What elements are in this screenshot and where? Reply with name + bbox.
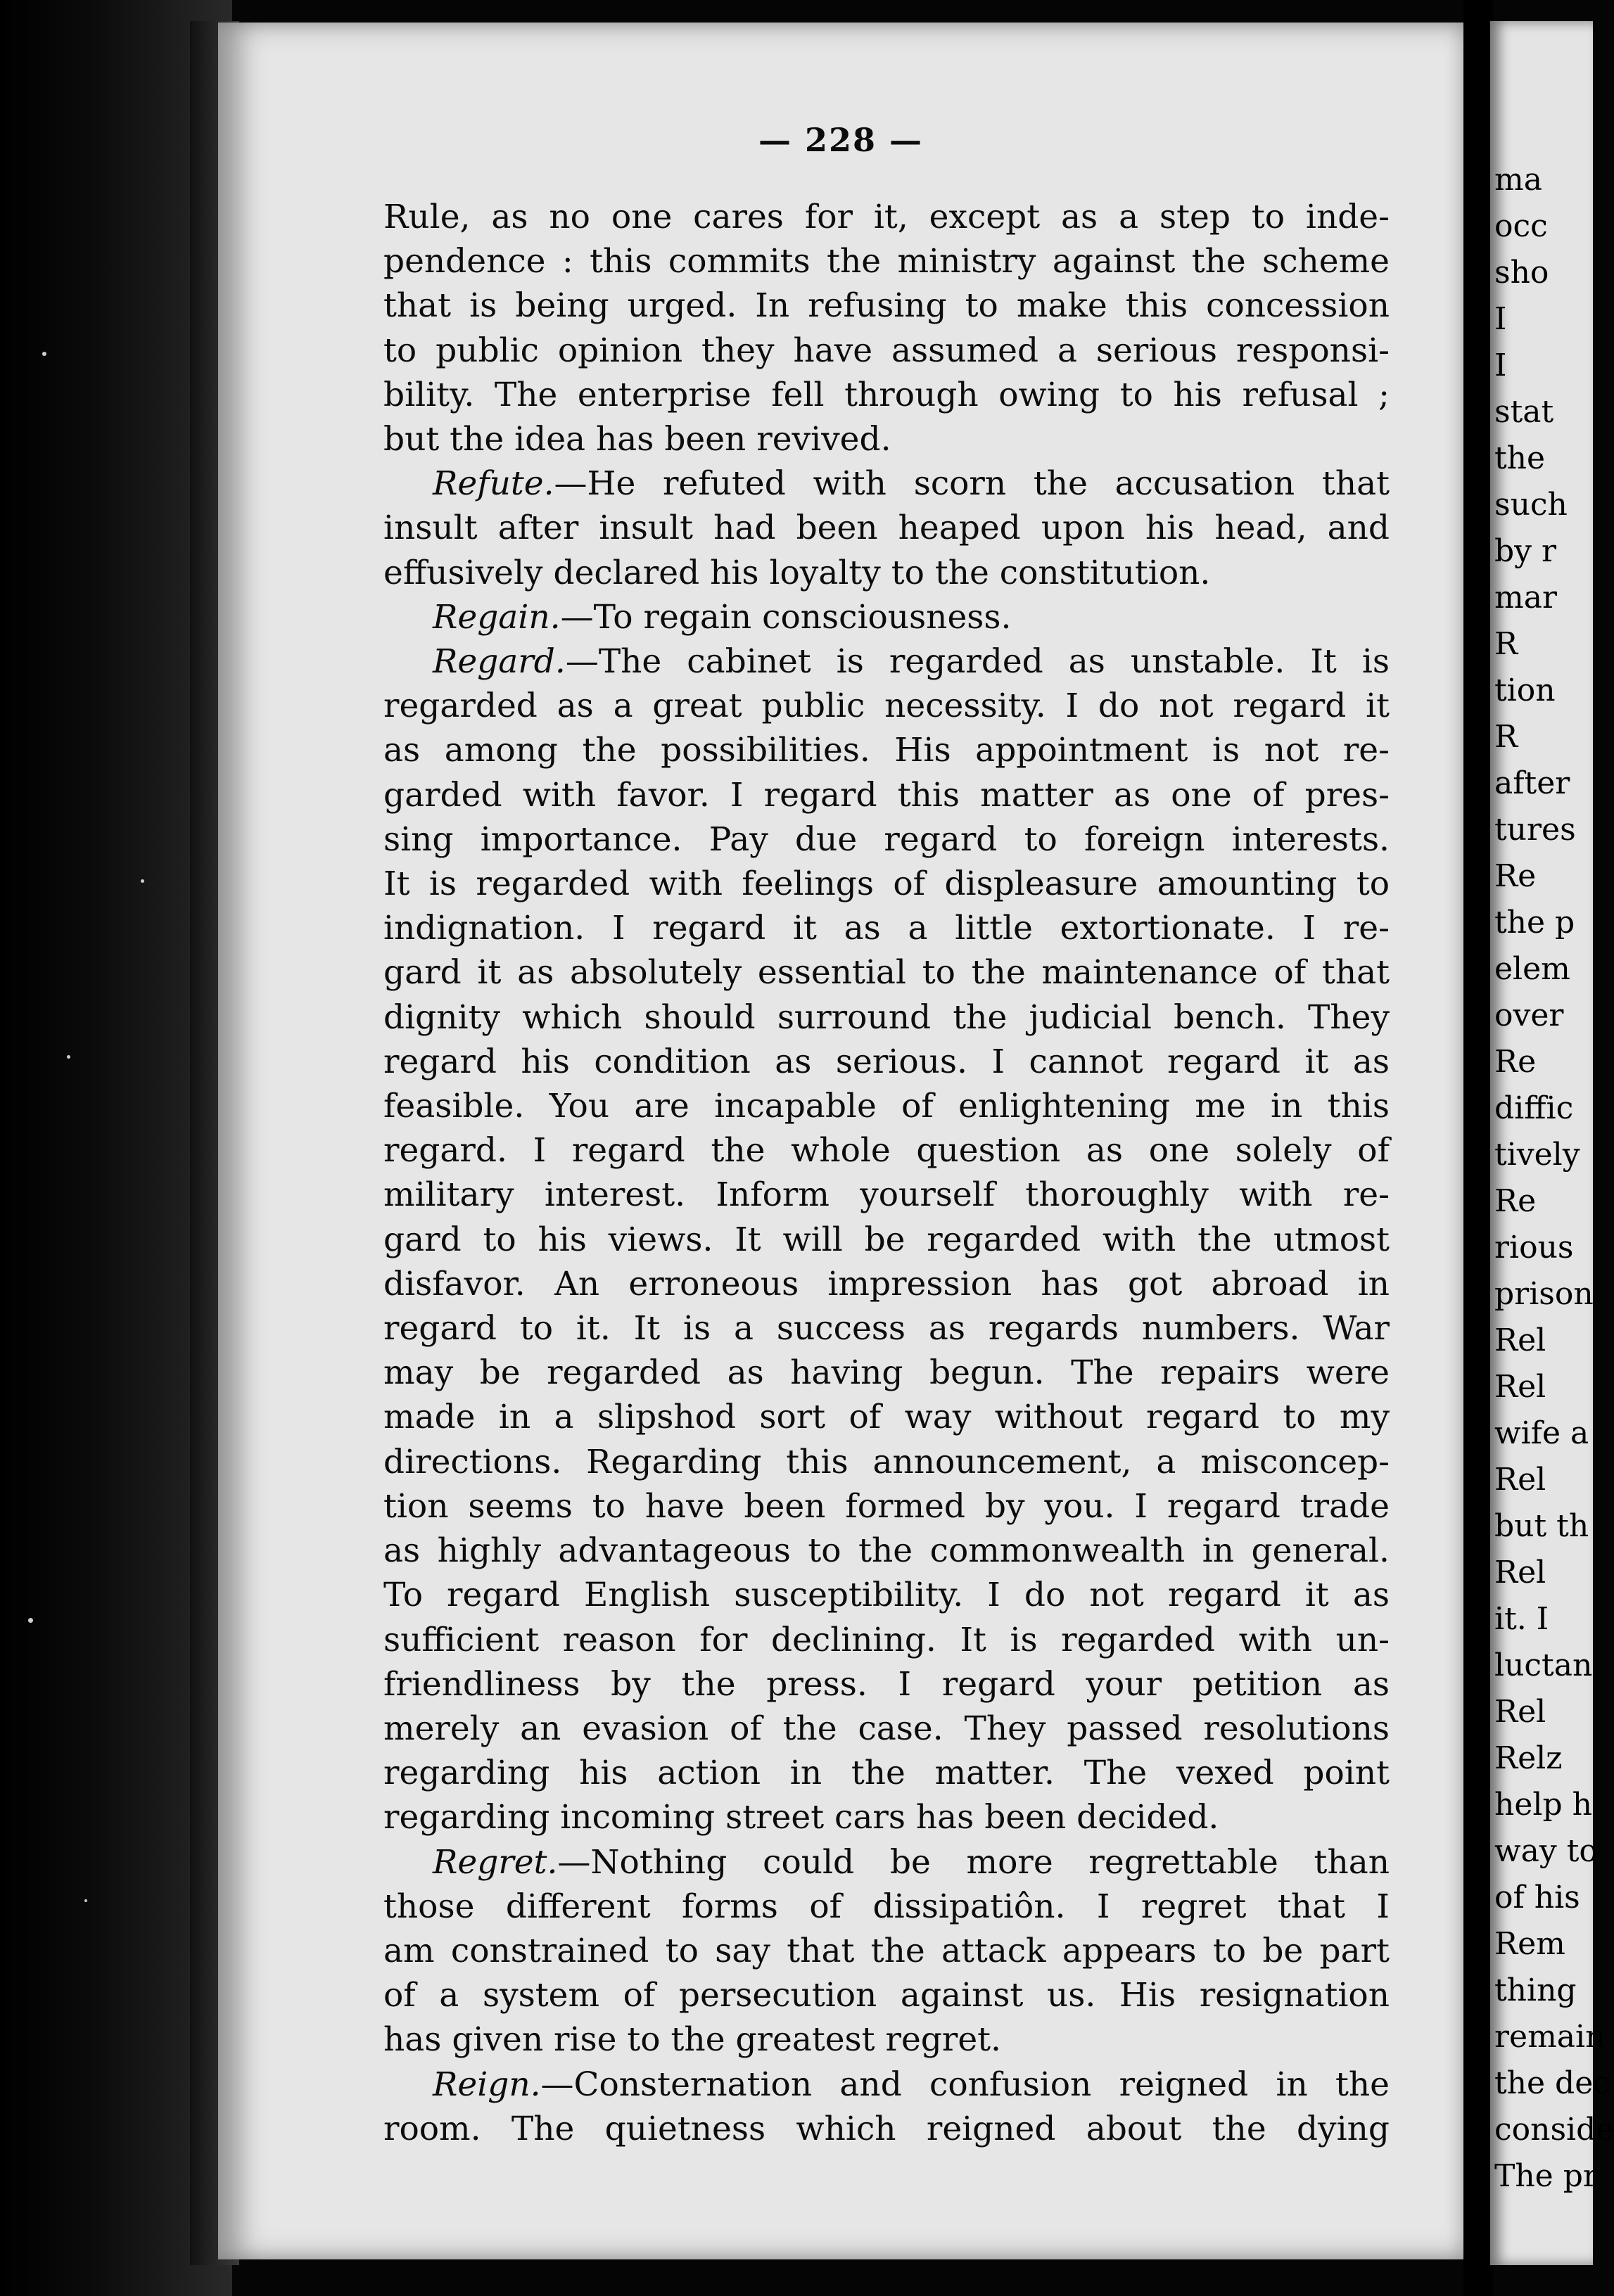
text-line	[383, 1040, 1390, 1084]
line-text: bility. The enterprise fell through owing to his refusal ;	[383, 375, 1390, 414]
text-line	[383, 1173, 1390, 1217]
line-text: disfavor. An erroneous impression has got abroad in	[383, 1264, 1390, 1303]
text-line	[383, 1751, 1390, 1795]
text-line	[383, 950, 1390, 995]
facing-page-fragment: rious	[1494, 1230, 1574, 1265]
text-line	[383, 1840, 1390, 1884]
line-text: To regard English susceptibility. I do not regard it as	[383, 1576, 1390, 1615]
text-line	[383, 1484, 1390, 1529]
facing-page-fragment: help h	[1494, 1787, 1592, 1823]
text-line	[383, 1084, 1390, 1128]
text-line	[383, 773, 1390, 817]
line-text: effusively declared his loyalty to the constitution.	[383, 553, 1211, 592]
facing-page-fragment: Rel	[1494, 1694, 1546, 1730]
line-text: regard. I regard the whole question as one solely of	[383, 1131, 1390, 1171]
dust-speck	[28, 1618, 33, 1623]
facing-page-fragment: mar	[1494, 580, 1557, 616]
facing-page-fragment: sho	[1494, 255, 1549, 291]
text-line	[383, 639, 1390, 684]
facing-page-fragment: Rem	[1494, 1926, 1565, 1962]
line-text: military interest. Inform yourself thoroughly with re-	[383, 1175, 1390, 1215]
facing-page-fragment: R	[1494, 719, 1518, 755]
text-line	[383, 329, 1390, 373]
line-text: feasible. You are incapable of enlightening me in this	[383, 1087, 1390, 1126]
facing-page-fragment: Re	[1494, 1044, 1537, 1080]
entry-term: Regain.	[433, 597, 561, 637]
text-line	[383, 461, 1390, 506]
book-page	[218, 23, 1463, 2259]
line-text: am constrained to say that the attack appears to be part	[383, 1931, 1390, 1970]
text-line	[383, 551, 1390, 595]
text-line	[383, 1395, 1390, 1439]
entry-term: Reign.	[433, 2065, 541, 2104]
line-text: dignity which should surround the judicial bench. They	[383, 997, 1390, 1037]
dust-speck	[67, 1055, 70, 1059]
facing-page-fragment: Rel	[1494, 1322, 1546, 1358]
text-line	[383, 1529, 1390, 1573]
facing-page-fragment: by r	[1494, 533, 1557, 569]
facing-page-fragment: elem	[1494, 951, 1570, 987]
dust-speck	[141, 879, 144, 883]
line-text: those different forms of dissipatiôn. I regret that I	[383, 1887, 1390, 1926]
facing-page-fragment: Rel	[1494, 1555, 1546, 1590]
facing-page-fragment: over	[1494, 997, 1564, 1033]
text-line	[383, 1573, 1390, 1617]
line-text: garded with favor. I regard this matter as one of pres-	[383, 775, 1390, 815]
line-text: that is being urged. In refusing to make this concession	[383, 286, 1390, 326]
facing-page-fragment: wife a	[1494, 1415, 1589, 1451]
line-text: insult after insult had been heaped upon his head, and	[383, 509, 1390, 548]
dust-speck	[42, 352, 46, 356]
text-line	[383, 283, 1390, 328]
text-line	[383, 373, 1390, 417]
text-line	[383, 2062, 1390, 2107]
page-gutter	[1463, 0, 1493, 2296]
line-text: but the idea has been revived.	[383, 420, 891, 459]
line-text: —Nothing could be more regrettable than	[557, 1842, 1390, 1882]
facing-page-fragment: of his	[1494, 1880, 1580, 1915]
text-line	[383, 417, 1390, 461]
facing-page-fragment: tion	[1494, 672, 1556, 708]
text-line	[383, 2017, 1390, 2062]
facing-page-fragment: Re	[1494, 1183, 1537, 1219]
text-line	[383, 995, 1390, 1040]
facing-page-fragment: Rel	[1494, 1462, 1546, 1498]
line-text: regard his condition as serious. I cannot regard it as	[383, 1042, 1390, 1081]
line-text: may be regarded as having begun. The repairs were	[383, 1353, 1390, 1393]
text-line	[383, 684, 1390, 728]
dust-speck	[84, 1899, 87, 1902]
text-line	[383, 1795, 1390, 1839]
entry-term: Regard.	[433, 642, 566, 682]
text-line	[383, 862, 1390, 906]
facing-page-fragment: diffic	[1494, 1090, 1574, 1126]
text-line	[383, 506, 1390, 550]
text-line	[383, 239, 1390, 283]
line-text: as highly advantageous to the commonwealth in general.	[383, 1531, 1390, 1571]
facing-page-fragment: remain	[1494, 2019, 1606, 2055]
text-line	[383, 906, 1390, 950]
entry-term: Refute.	[433, 464, 554, 504]
text-line	[383, 1707, 1390, 1751]
text-line	[383, 595, 1390, 639]
facing-page-fragment: luctan	[1494, 1647, 1593, 1683]
facing-page-fragment: R	[1494, 626, 1518, 662]
facing-page-fragment: thing	[1494, 1972, 1577, 2008]
facing-page-fragment: occ	[1494, 208, 1548, 244]
text-line	[383, 728, 1390, 772]
text-line	[383, 195, 1390, 239]
text-line	[383, 1662, 1390, 1707]
line-text: has given rise to the greatest regret.	[383, 2020, 1001, 2060]
line-text: It is regarded with feelings of displeasure amounting to	[383, 865, 1390, 904]
line-text: regard to it. It is a success as regards numbers. War	[383, 1309, 1390, 1348]
line-text: —Consternation and confusion reigned in the	[540, 2065, 1390, 2104]
line-text: gard it as absolutely essential to the maintenance of that	[383, 953, 1390, 993]
page-number: — 228 —	[758, 121, 924, 159]
text-line	[383, 817, 1390, 862]
line-text: tion seems to have been formed by you. I regard trade	[383, 1486, 1390, 1526]
facing-page-fragment: way to	[1494, 1833, 1598, 1869]
facing-page-fragment: the dec	[1494, 2065, 1610, 2101]
entry-term: Regret.	[433, 1842, 558, 1882]
line-text: Rule, as no one cares for it, except as a step to inde-	[383, 198, 1390, 236]
facing-page-fragment: such	[1494, 487, 1568, 523]
page-text-block	[383, 195, 1390, 2151]
text-line	[383, 1929, 1390, 1973]
line-text: indignation. I regard it as a little extortionate. I re-	[383, 909, 1390, 948]
line-text: merely an evasion of the case. They passed resolutions	[383, 1709, 1390, 1748]
text-line	[383, 1973, 1390, 2017]
line-text: room. The quietness which reigned about the dying	[383, 2109, 1390, 2148]
line-text: regarding incoming street cars has been decided.	[383, 1798, 1219, 1837]
facing-page-fragment: prison	[1494, 1276, 1594, 1312]
facing-page-fragment: the	[1494, 440, 1546, 476]
text-line	[383, 1440, 1390, 1484]
line-text: —The cabinet is regarded as unstable. It is	[565, 642, 1390, 682]
line-text: regarding his action in the matter. The vexed point	[383, 1754, 1390, 1793]
facing-page	[1490, 21, 1614, 2265]
line-text: sufficient reason for declining. It is regarded with un-	[383, 1620, 1390, 1659]
facing-page-fragment: I	[1494, 301, 1507, 337]
text-line	[383, 1262, 1390, 1306]
line-text: regarded as a great public necessity. I do not regard it	[383, 687, 1390, 726]
line-text: —He refuted with scorn the accusation that	[554, 464, 1390, 504]
facing-page-fragment: stat	[1494, 394, 1554, 430]
line-text: of a system of persecution against us. His resignation	[383, 1976, 1390, 2015]
line-text: made in a slipshod sort of way without regard to my	[383, 1398, 1390, 1437]
facing-page-fragment: Rel	[1494, 1369, 1546, 1405]
text-line	[383, 1351, 1390, 1395]
line-text: to public opinion they have assumed a serious responsi-	[383, 331, 1390, 370]
facing-page-fragment: conside	[1494, 2112, 1614, 2148]
line-text: pendence : this commits the ministry against the scheme	[383, 242, 1390, 281]
line-text: —To regain consciousness.	[560, 597, 1012, 637]
facing-page-fragment: after	[1494, 765, 1570, 801]
line-text: directions. Regarding this announcement, a misconcep-	[383, 1442, 1390, 1481]
facing-page-fragment: I	[1494, 347, 1507, 383]
line-text: as among the possibilities. His appointment is not re-	[383, 731, 1390, 770]
facing-page-fragment: ma	[1494, 162, 1542, 198]
text-line	[383, 1306, 1390, 1351]
facing-page-fragment: but th	[1494, 1508, 1589, 1544]
facing-page-fragment: Re	[1494, 858, 1537, 894]
text-line	[383, 1128, 1390, 1173]
text-line	[383, 2107, 1390, 2151]
text-line	[383, 1218, 1390, 1262]
facing-page-fragment: the p	[1494, 905, 1575, 940]
line-text: gard to his views. It will be regarded with the utmost	[383, 1220, 1390, 1259]
facing-page-fragment: tively	[1494, 1137, 1580, 1173]
text-line	[383, 1618, 1390, 1662]
line-text: sing importance. Pay due regard to foreign interests.	[383, 819, 1390, 859]
facing-page-fragment: Relz	[1494, 1740, 1563, 1776]
facing-page-fragment: tures	[1494, 812, 1576, 848]
text-line	[383, 1884, 1390, 1929]
facing-page-fragment: The pr	[1494, 2158, 1598, 2194]
line-text: friendliness by the press. I regard your petition as	[383, 1664, 1390, 1704]
facing-page-fragment: it. I	[1494, 1601, 1549, 1637]
